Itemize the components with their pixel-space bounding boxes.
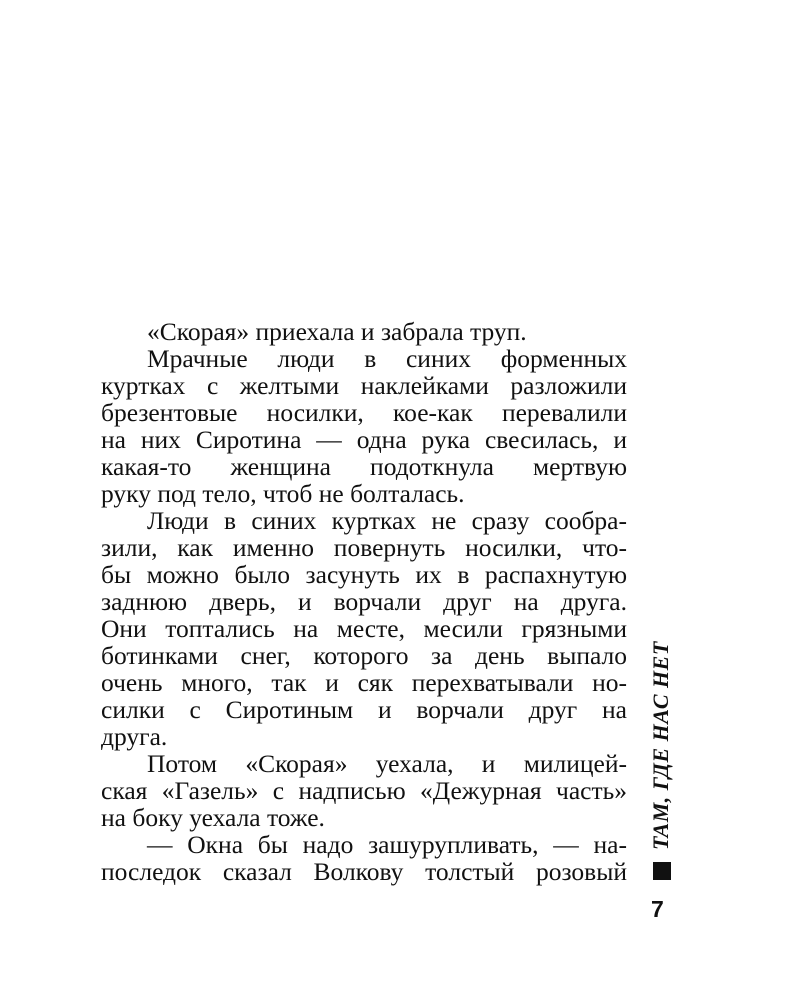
- text-line: бы можно было засунуть их в распахнутую: [101, 560, 627, 589]
- text-line: какая-то женщина подоткнула мертвую: [101, 452, 627, 481]
- text-line: брезентовые носилки, кое-как перевалили: [101, 398, 627, 427]
- text-line: Люди в синих куртках не сразу сообра-: [147, 506, 627, 535]
- text-line: последок сказал Волкову толстый розовый: [101, 857, 627, 886]
- text-line: Потом «Скорая» уехала, и милицей-: [147, 749, 627, 778]
- text-line: силки с Сиротиным и ворчали друг на: [101, 695, 627, 724]
- square-marker-icon: [653, 862, 671, 880]
- text-line: очень много, так и сяк перехватывали но-: [101, 668, 627, 697]
- text-line: на них Сиротина — одна рука свесилась, и: [101, 425, 627, 454]
- text-line: ботинками снег, которого за день выпало: [101, 641, 627, 670]
- text-line: на боку уехала тоже.: [101, 803, 325, 832]
- page-number: 7: [651, 896, 664, 922]
- text-line: друга.: [101, 722, 168, 751]
- text-line: Мрачные люди в синих форменных: [147, 344, 627, 373]
- text-line: — Окна бы надо зашурупливать, — на-: [147, 830, 627, 859]
- text-line: заднюю дверь, и ворчали друг на друга.: [101, 587, 627, 616]
- text-line: куртках с желтыми наклейками разложили: [101, 371, 627, 400]
- text-line: руку под тело, чтоб не болталась.: [101, 479, 465, 508]
- text-line: Они топтались на месте, месили грязными: [101, 614, 627, 643]
- text-line: ская «Газель» с надписью «Дежурная часть»: [101, 776, 627, 805]
- body-text: [101, 318, 627, 885]
- running-title: ТАМ, ГДЕ НАС НЕТ: [648, 641, 673, 850]
- text-line: зили, как именно повернуть носилки, что-: [101, 533, 627, 562]
- text-line: «Скорая» приехала и забрала труп.: [147, 317, 527, 346]
